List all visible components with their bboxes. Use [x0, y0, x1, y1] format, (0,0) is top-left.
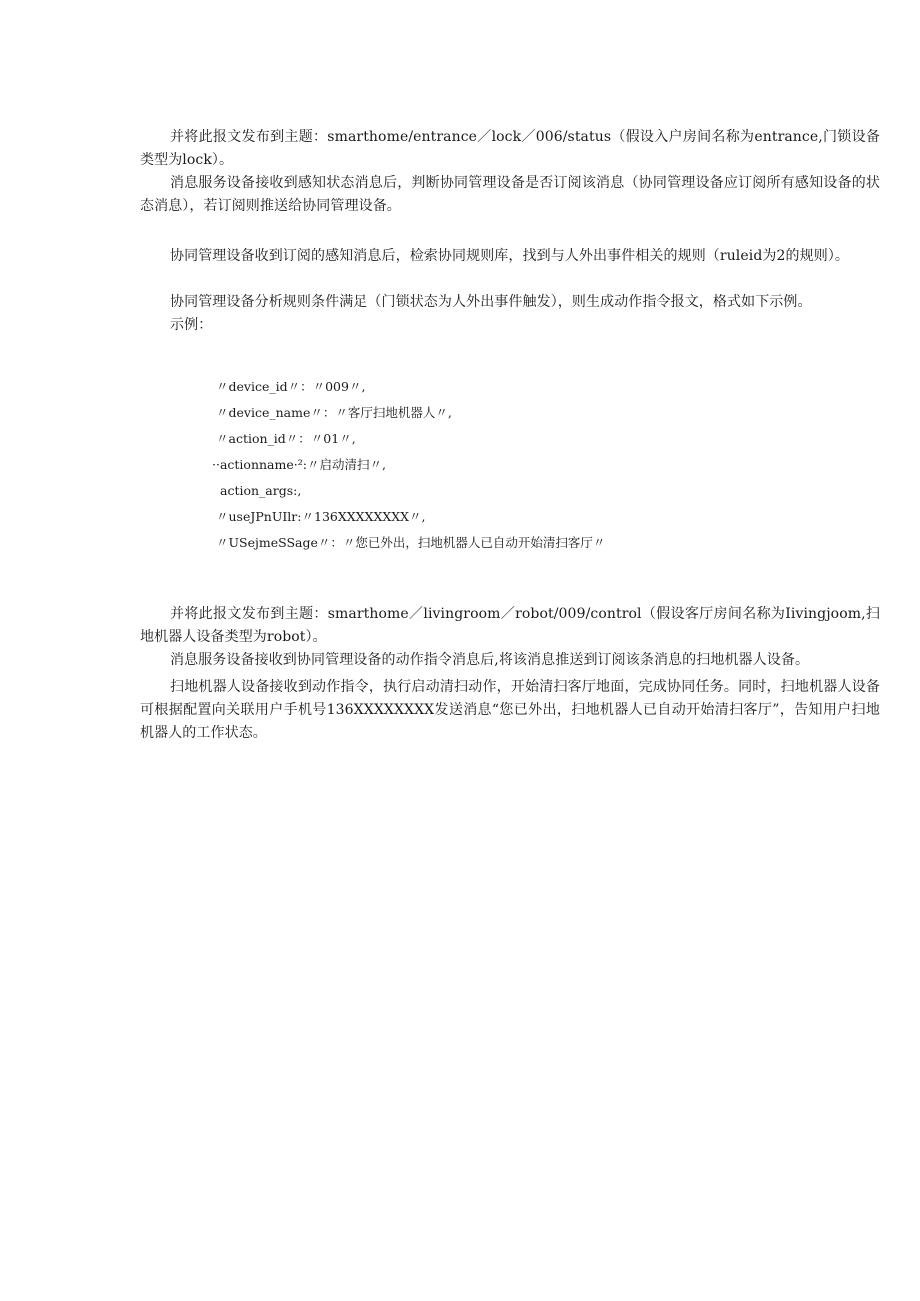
code-line-action-name: ··actionname·²:〃启动清扫〃, [212, 457, 386, 472]
paragraph-message-service-push-command: 消息服务设备接收到协同管理设备的动作指令消息后,将该消息推送到订阅该条消息的扫地机器人设备。 [170, 652, 810, 668]
paragraph-coordination-search-rules: 协同管理设备收到订阅的感知消息后，检索协同规则库，找到与人外出事件相关的规则（ruleid为2的规则）。 [170, 248, 850, 264]
paragraph-example-label: 示例： [170, 317, 213, 333]
code-line-device-id: 〃device_id〃：〃009〃, [216, 379, 366, 394]
paragraph-publish-control-topic: 并将此报文发布到主题：smarthome／livingroom／robot/009/control（假设客厅房间名称为Iivingjoom,扫地机器人设备类型为robot）。 [140, 606, 880, 645]
paragraph-message-service-receive-status: 消息服务设备接收到感知状态消息后，判断协同管理设备是否订阅该消息（协同管理设备应订阅所有感知设备的状态消息），若订阅则推送给协同管理设备。 [140, 175, 880, 214]
code-line-user-message: 〃USejmeSSage〃：〃您已外出，扫地机器人已自动开始清扫客厅〃 [216, 535, 606, 550]
code-line-action-args: action_args:, [220, 483, 302, 498]
paragraph-generate-action-command: 协同管理设备分析规则条件满足（门锁状态为人外出事件触发），则生成动作指令报文，格式如下示例。 [170, 294, 812, 310]
code-line-user-phone: 〃useJPnUIlr:〃136XXXXXXXX〃, [216, 509, 426, 524]
paragraph-robot-executes-task: 扫地机器人设备接收到动作指令，执行启动清扫动作，开始清扫客厅地面，完成协同任务。同时，扫地机器人设备可根据配置向关联用户手机号136XXXXXXXX发送消息“您已外出，扫地机器人已自动开始清扫客厅”，告知用户扫地机器人的工作状态。 [140, 679, 880, 741]
code-line-action-id: 〃action_id〃：〃01〃, [216, 431, 356, 446]
paragraph-publish-status-topic: 并将此报文发布到主题：smarthome/entrance／lock／006/status（假设入户房间名称为entrance,门锁设备类型为lock）。 [140, 129, 880, 168]
code-line-device-name: 〃device_name〃：〃客厅扫地机器人〃, [216, 405, 452, 420]
